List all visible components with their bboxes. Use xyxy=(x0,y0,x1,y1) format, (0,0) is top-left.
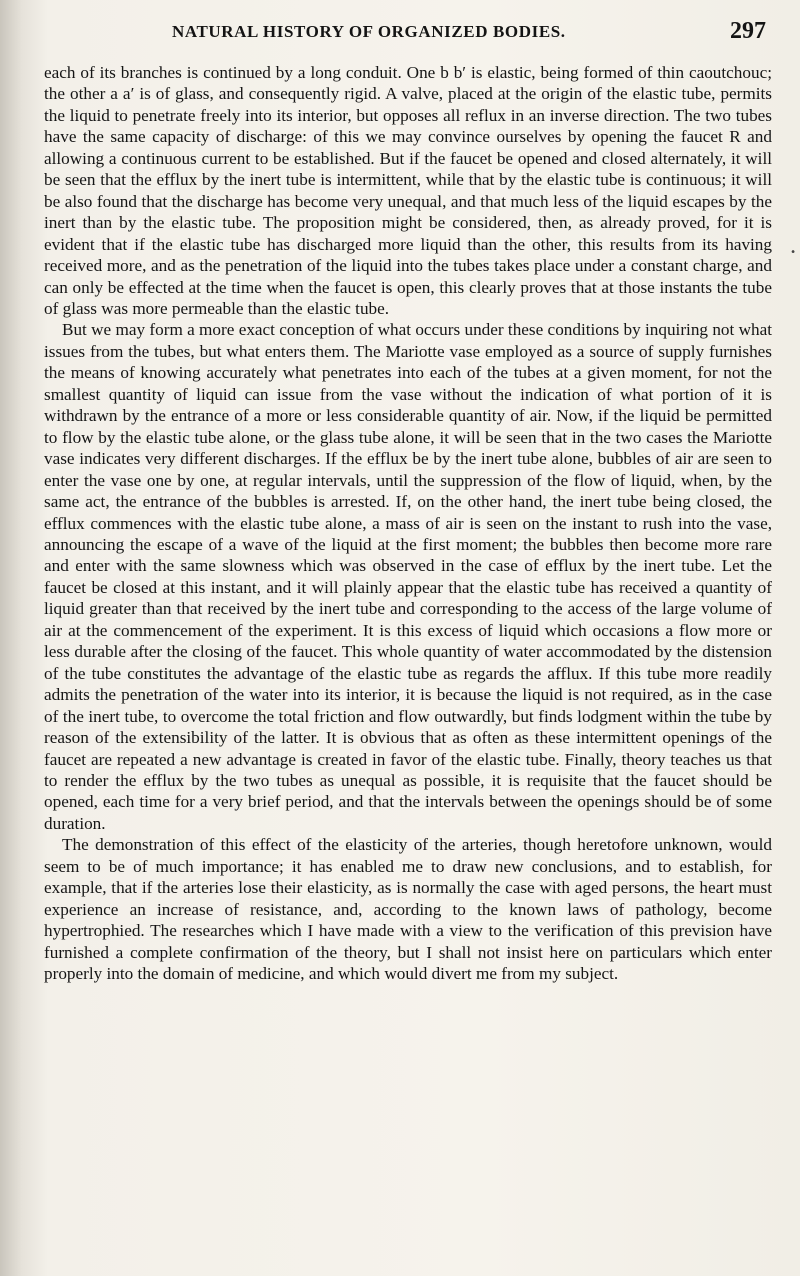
page-number: 297 xyxy=(730,18,766,44)
paragraph-continuation: each of its branches is continued by a long conduit. One b b′ is elastic, being formed of thin caoutchouc; the other a a′ is of glass, and consequently rigid. A valve, placed at the origin of the elastic tube, permits the liquid to penetrate freely into its interior, but opposes all reflux in an inverse direction. The two tubes have the same capacity of discharge: of this we may convince ourselves by opening the faucet R and allowing a continuous current to be established. But if the faucet be opened and closed alternately, it will be seen that the efflux by the inert tube is intermittent, while that by the elastic tube is continuous; it will be also found that the discharge has become very unequal, and that much less of the liquid escapes by the inert than by the elastic tube. The proposition might be considered, then, as already proved, for it is evident that if the elastic tube has discharged more liquid than the other, this results from its having received more, and as the penetration of the liquid into the tubes takes place under a constant charge, and can only be effected at the time when the faucet is open, this clearly proves that at those instants the tube of glass was more permeable than the elastic tube. xyxy=(44,63,772,318)
paragraph-mariotte-vase: But we may form a more exact conception of what occurs under these conditions by inquiring not what issues from the tubes, but what enters them. The Mariotte vase employed as a source of supply furnishes the means of knowing accurately what penetrates into each of the tubes at a given moment, for not the smallest quantity of liquid can issue from the vase without the indication of what portion of it is withdrawn by the entrance of a more or less considerable quantity of air. Now, if the liquid be permitted to flow by the elastic tube alone, or the glass tube alone, it will be seen that in the two cases the Mariotte vase indicates very different discharges. If the efflux be by the inert tube alone, bubbles of air are seen to enter the vase one by one, at regular intervals, until the suppression of the flow of liquid, when, by the same act, the entrance of the bubbles is arrested. If, on the other hand, the inert tube being closed, the efflux commences with the elastic tube alone, a mass of air is seen on the instant to rush into the vase, announcing the escape of a wave of the liquid at the first moment; the bubbles then become more rare and enter with the same slowness which was observed in the case of efflux by the inert tube. Let the faucet be closed at this instant, and it will plainly appear that the elastic tube has received a quantity of liquid greater than that received by the inert tube and corresponding to the access of the large volume of air at the commencement of the experiment. It is this excess of liquid which occasions a flow more or less durable after the closing of the faucet. This whole quantity of water accommodated by the distension of the tube constitutes the advantage of the elastic tube as regards the afflux. If this tube more readily admits the penetration of the water into its interior, it is because the liquid is not required, as in the case of the inert tube, to overcome the total friction and flow outwardly, but finds lodgment within the tube by reason of the extensibility of the latter. It is obvious that as often as these intermittent openings of the faucet are repeated a new advantage is created in favor of the elastic tube. Finally, theory teaches us that to render the efflux by the two tubes as unequal as possible, it is requisite that the faucet should be opened, each time for a very brief period, and that the intervals between the openings should be of some duration. xyxy=(44,320,772,833)
body-text xyxy=(44,62,772,984)
margin-mark: • xyxy=(790,247,796,258)
page-header xyxy=(48,18,766,46)
paragraph-arterial-elasticity: The demonstration of this effect of the elasticity of the arteries, though heretofore unknown, would seem to be of much importance; it has enabled me to draw new conclusions, and to establish, for example, that if the arteries lose their elasticity, as is normally the case with aged persons, the heart must experience an increase of resistance, and, according to the known laws of pathology, become hypertrophied. The researches which I have made with a view to the verification of this prevision have furnished a complete confirmation of the theory, but I shall not insist here on particulars which enter properly into the domain of medicine, and which would divert me from my subject. xyxy=(44,835,772,984)
running-head: NATURAL HISTORY OF ORGANIZED BODIES. xyxy=(172,22,566,41)
